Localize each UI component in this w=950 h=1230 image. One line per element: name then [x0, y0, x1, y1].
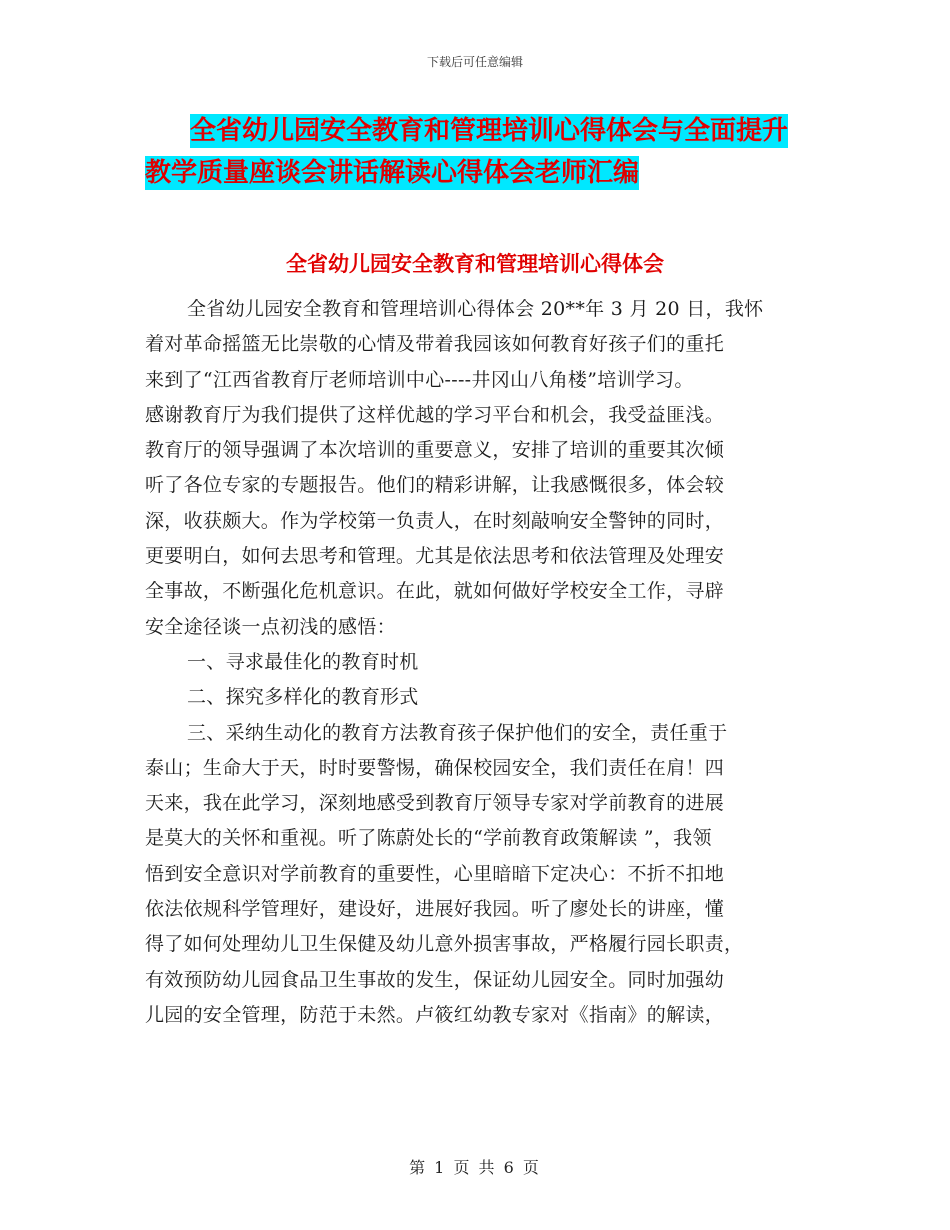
paragraph-line: 来到了“江西省教育厅老师培训中心----井冈山八角楼”培训学习。: [145, 368, 694, 391]
list-item: 一、寻求最佳化的教育时机: [187, 650, 419, 673]
title-line-2-text: 教学质量座谈会讲话解读心得体会老师汇编: [145, 158, 640, 188]
title-line-1-text: 全省幼儿园安全教育和管理培训心得体会与全面提升: [190, 116, 789, 146]
title-line-1: [145, 110, 825, 152]
paragraph-line: 听了各位专家的专题报告。他们的精彩讲解，让我感慨很多，体会较: [145, 474, 725, 497]
document-title: [145, 110, 825, 194]
paragraph-line: 是莫大的关怀和重视。听了陈蔚处长的“学前教育政策解读 ”，我领: [145, 827, 712, 850]
paragraph-line: 感谢教育厅为我们提供了这样优越的学习平台和机会，我受益匪浅。: [145, 403, 725, 426]
paragraph-line: 全事故，不断强化危机意识。在此，就如何做好学校安全工作，寻辟: [145, 580, 725, 603]
title-line-2: [145, 152, 825, 194]
paragraph-line: 泰山；生命大于天，时时要警惕，确保校园安全，我们责任在肩！四: [145, 756, 725, 779]
list-item: 三、采纳生动化的教育方法教育孩子保护他们的安全，责任重于: [187, 721, 728, 744]
paragraph-line: 深，收获颇大。作为学校第一负责人，在时刻敲响安全警钟的同时，: [145, 509, 725, 532]
paragraph-line: 有效预防幼儿园食品卫生事故的发生，保证幼儿园安全。同时加强幼: [145, 968, 725, 991]
paragraph-line: 教育厅的领导强调了本次培训的重要意义，安排了培训的重要其次倾: [145, 439, 725, 462]
body-text: [145, 292, 810, 1033]
paragraph-line: 儿园的安全管理，防范于未然。卢筱红幼教专家对《指南》的解读，: [145, 1003, 725, 1026]
paragraph-line: 依法依规科学管理好，建设好，进展好我园。听了廖处长的讲座，懂: [145, 898, 725, 921]
paragraph-line: 得了如何处理幼儿卫生保健及幼儿意外损害事故，严格履行园长职责，: [145, 933, 744, 956]
paragraph-line: 安全途径谈一点初浅的感悟：: [145, 615, 396, 638]
paragraph-line: 天来，我在此学习，深刻地感受到教育厅领导专家对学前教育的进展: [145, 792, 725, 815]
page-footer: 第 1 页 共 6 页: [409, 1158, 541, 1177]
header-note: 下载后可任意编辑: [426, 55, 523, 69]
paragraph-line: 着对革命摇篮无比崇敬的心情及带着我园该如何教育好孩子们的重托: [145, 333, 725, 356]
paragraph-line: 更要明白，如何去思考和管理。尤其是依法思考和依法管理及处理安: [145, 545, 725, 568]
paragraph-line: 悟到安全意识对学前教育的重要性，心里暗暗下定决心：不折不扣地: [145, 862, 725, 885]
list-item: 二、探究多样化的教育形式: [187, 686, 419, 709]
section-subtitle: 全省幼儿园安全教育和管理培训心得体会: [286, 252, 664, 276]
paragraph-line: 全省幼儿园安全教育和管理培训心得体会 20**年 3 月 20 日，我怀: [187, 298, 764, 320]
